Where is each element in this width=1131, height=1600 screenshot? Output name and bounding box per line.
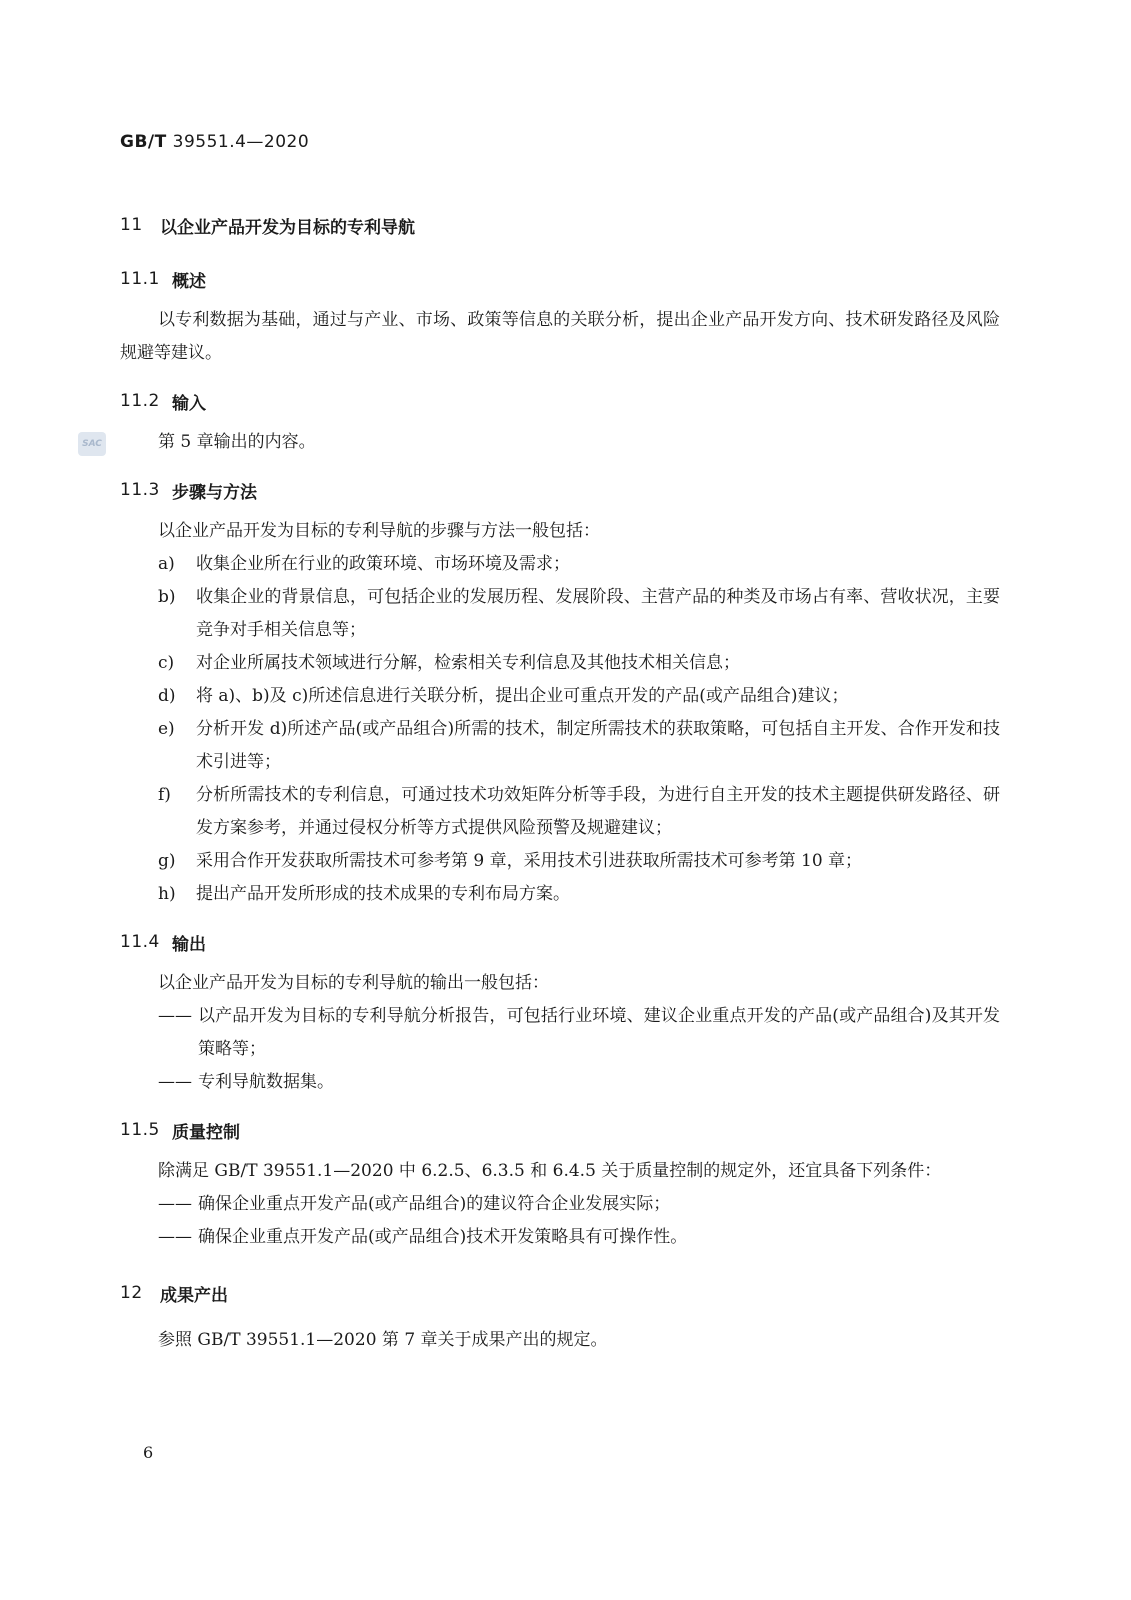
list-dash: —— <box>158 1006 192 1026</box>
section-number: 11 <box>120 215 143 235</box>
list-marker: f) <box>158 785 171 805</box>
list-item-text: 确保企业重点开发产品(或产品组合)技术开发策略具有可操作性。 <box>198 1227 688 1247</box>
list-item <box>158 680 1000 713</box>
list-dash: —— <box>158 1227 192 1247</box>
logo-text: SAC <box>82 439 102 449</box>
section-number: 12 <box>120 1283 143 1303</box>
list-marker: g) <box>158 851 176 871</box>
list-item <box>158 1221 1000 1254</box>
list-dash: —— <box>158 1072 192 1092</box>
document-body <box>120 210 1000 1357</box>
list-item <box>158 647 1000 680</box>
list-item-text: 采用合作开发获取所需技术可参考第 9 章，采用技术引进获取所需技术可参考第 10 章； <box>196 851 863 871</box>
list-item <box>158 878 1000 911</box>
section-11-heading <box>120 210 1000 240</box>
list-item-text: 分析所需技术的专利信息，可通过技术功效矩阵分析等手段，为进行自主开发的技术主题提供研发路径、研发方案参考，并通过侵权分析等方式提供风险预警及规避建议； <box>196 785 1000 838</box>
sac-logo-icon <box>78 432 106 456</box>
list-item-text: 以产品开发为目标的专利导航分析报告，可包括行业环境、建议企业重点开发的产品(或产品组合)及其开发策略等； <box>198 1006 1000 1059</box>
section-11-1-heading <box>120 264 1000 294</box>
section-title: 概述 <box>172 271 206 292</box>
list-dash: —— <box>158 1194 192 1214</box>
section-12-heading <box>120 1278 1000 1308</box>
list-item-text: 确保企业重点开发产品(或产品组合)的建议符合企业发展实际； <box>198 1194 671 1214</box>
section-title: 成果产出 <box>160 1285 228 1306</box>
list-marker: h) <box>158 884 176 904</box>
steps-list <box>120 548 1000 911</box>
section-title: 以企业产品开发为目标的专利导航 <box>160 217 415 238</box>
list-item <box>158 713 1000 779</box>
section-number: 11.1 <box>120 269 160 289</box>
list-item <box>158 1066 1000 1099</box>
list-item <box>158 1000 1000 1066</box>
section-11-4-heading <box>120 927 1000 957</box>
section-11-2-text: 第 5 章输出的内容。 <box>158 432 316 452</box>
section-number: 11.3 <box>120 480 160 500</box>
section-title: 输入 <box>172 393 206 414</box>
list-item-text: 收集企业所在行业的政策环境、市场环境及需求； <box>196 554 570 574</box>
standard-number: 39551.4—2020 <box>172 132 310 152</box>
list-item <box>158 845 1000 878</box>
section-number: 11.2 <box>120 391 160 411</box>
section-12-text: 参照 GB/T 39551.1—2020 第 7 章关于成果产出的规定。 <box>158 1330 608 1350</box>
section-11-3-heading <box>120 475 1000 505</box>
list-item-text: 分析开发 d)所述产品(或产品组合)所需的技术，制定所需技术的获取策略，可包括自主开发、合作开发和技术引进等； <box>196 719 1000 772</box>
list-item-text: 收集企业的背景信息，可包括企业的发展历程、发展阶段、主营产品的种类及市场占有率、营收状况，主要竞争对手相关信息等； <box>196 587 1000 640</box>
list-item <box>158 1188 1000 1221</box>
page-number: 6 <box>143 1443 154 1462</box>
list-item-text: 提出产品开发所形成的技术成果的专利布局方案。 <box>196 884 570 904</box>
list-item <box>158 581 1000 647</box>
section-11-5-intro: 除满足 GB/T 39551.1—2020 中 6.2.5、6.3.5 和 6.4.5 关于质量控制的规定外，还宜具备下列条件： <box>158 1161 942 1181</box>
section-11-5-heading <box>120 1115 1000 1145</box>
section-11-3-intro: 以企业产品开发为目标的专利导航的步骤与方法一般包括： <box>158 521 600 541</box>
list-marker: d) <box>158 686 176 706</box>
list-item-text: 专利导航数据集。 <box>198 1072 334 1092</box>
section-title: 步骤与方法 <box>172 482 257 503</box>
list-marker: c) <box>158 653 175 673</box>
section-number: 11.5 <box>120 1120 160 1140</box>
list-item <box>158 548 1000 581</box>
section-title: 质量控制 <box>172 1122 240 1143</box>
list-item <box>158 779 1000 845</box>
section-11-1-text: 以专利数据为基础，通过与产业、市场、政策等信息的关联分析，提出企业产品开发方向、技术研发路径及风险规避等建议。 <box>120 310 1000 363</box>
list-marker: e) <box>158 719 175 739</box>
section-title: 输出 <box>172 934 206 955</box>
standard-code: GB/T <box>120 132 167 152</box>
list-item-text: 对企业所属技术领域进行分解，检索相关专利信息及其他技术相关信息； <box>196 653 740 673</box>
section-11-4-intro: 以企业产品开发为目标的专利导航的输出一般包括： <box>158 973 549 993</box>
list-item-text: 将 a)、b)及 c)所述信息进行关联分析，提出企业可重点开发的产品(或产品组合)建议； <box>196 686 849 706</box>
list-marker: a) <box>158 554 175 574</box>
list-marker: b) <box>158 587 176 607</box>
section-11-2-heading <box>120 386 1000 416</box>
page-header <box>120 132 309 152</box>
section-number: 11.4 <box>120 932 160 952</box>
